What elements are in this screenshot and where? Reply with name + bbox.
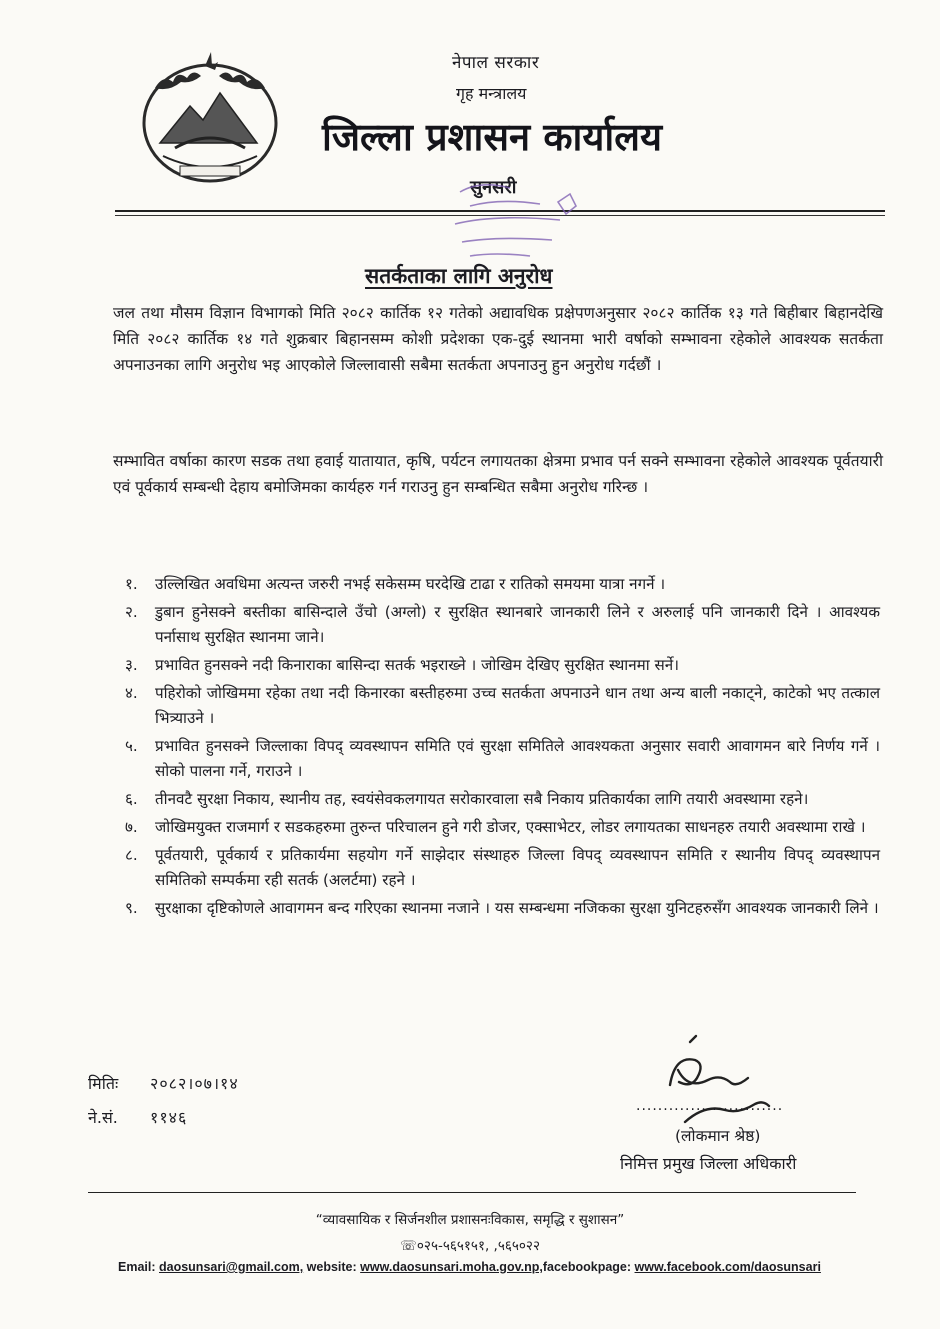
ministry-name: गृह मन्त्रालय <box>456 84 527 103</box>
item-number: २. <box>125 603 138 621</box>
letter-subject: सतर्कताका लागि अनुरोध <box>365 264 553 288</box>
item-text: सुरक्षाका दृष्टिकोणले आवागमन बन्द गरिएका स्थानमा नजाने । यस सम्बन्धमा नजिकका सुरक्षा युनिटहरुसँग आवश्यक जानकारी लिने । <box>155 899 879 917</box>
item-text: पूर्वतयारी, पूर्वकार्य र प्रतिकार्यमा सहयोग गर्ने साझेदार संस्थाहरु जिल्ला विपद् व्यवस्थापन समिति र स्थानीय विपद् व्यवस्थापन समितिको सम्पर्कमा रही सतर्क (अलर्टमा) रहने । <box>155 846 880 889</box>
reference-value: ११४६ <box>150 1108 188 1127</box>
government-name: नेपाल सरकार <box>452 53 540 73</box>
item-text: डुबान हुनेसक्ने बस्तीका बासिन्दाले उँचो (अग्लो) र सुरक्षित स्थानबारे जानकारी लिने र अरुलाई पनि जानकारी दिने । आवश्यक पर्नासाथ सुरक्षित स्थानमा जाने। <box>155 603 880 646</box>
intro-paragraph: जल तथा मौसम विज्ञान विभागको मिति २०८२ कार्तिक १२ गतेको अद्यावधिक प्रक्षेपणअनुसार २०८२ कार्तिक १३ गते बिहीबार बिहानदेखि मिति २०८२ कार्तिक १४ गते शुक्रबार बिहानसम्म कोशी प्रदेशका एक-दुई स्थानमा भारी वर्षाको सम्भावना रहेकोले आवश्यक सतर्कता अपनाउनका लागि अनुरोध भइ आएकोले जिल्लावासी सबैमा सतर्कता अपनाउनु हुन अनुरोध गर्दछौं । <box>113 304 883 374</box>
item-text: प्रभावित हुनसक्ने जिल्लाका विपद् व्यवस्थापन समिति एवं सुरक्षा समितिले आवश्यकता अनुसार सवारी आवागमन बारे निर्णय गर्ने । सोको पालना गर्ने, गराउने । <box>155 737 880 780</box>
request-paragraph: सम्भावित वर्षाका कारण सडक तथा हवाई यातायात, कृषि, पर्यटन लगायतका क्षेत्रमा प्रभाव पर्न सक्ने सम्भावना रहेकोले आवश्यक पूर्वतयारी एवं पूर्वकार्य सम्बन्धी देहाय बमोजिमका कार्यहरु गर्न गराउनु हुन सम्बन्धित सबैमा अनुरोध गरिन्छ । <box>113 452 883 496</box>
item-text: तीनवटै सुरक्षा निकाय, स्थानीय तह, स्वयंसेवकलगायत सरोकारवाला सबै निकाय प्रतिकार्यका लागि तयारी अवस्थामा रहने। <box>155 790 809 808</box>
footer-phone: ☏०२५-५६५१५१, ,५६५०२२ <box>400 1238 540 1254</box>
item-number: १. <box>125 575 138 593</box>
list-item <box>125 572 880 597</box>
facebook-link[interactable]: www.facebook.com/daosunsari <box>634 1260 821 1274</box>
footer-rule <box>88 1192 856 1193</box>
footer-contact <box>118 1260 821 1274</box>
instruction-list <box>125 572 880 924</box>
email-link[interactable]: daosunsari@gmail.com, <box>159 1260 304 1274</box>
list-item <box>125 653 880 678</box>
item-number: ३. <box>125 656 138 674</box>
signer-designation: निमित्त प्रमुख जिल्ला अधिकारी <box>620 1154 797 1173</box>
item-number: ७. <box>125 818 138 836</box>
item-number: ८. <box>125 846 138 864</box>
item-text: उल्लिखित अवधिमा अत्यन्त जरुरी नभई सकेसम्म घरदेखि टाढा र रातिको समयमा यात्रा नगर्ने । <box>155 575 666 593</box>
list-item <box>125 896 880 921</box>
district-name: सुनसरी <box>470 177 517 198</box>
facebook-label: facebookpage: <box>542 1260 632 1274</box>
item-text: पहिरोको जोखिममा रहेका तथा नदी किनारका बस्तीहरुमा उच्च सतर्कता अपनाउने धान तथा अन्य बाली नकाट्ने, काटेको भए तत्काल भित्र्याउने । <box>155 684 880 727</box>
item-number: ९. <box>125 899 138 917</box>
website-link[interactable]: www.daosunsari.moha.gov.np, <box>360 1260 543 1274</box>
item-text: जोखिमयुक्त राजमार्ग र सडकहरुमा तुरुन्त परिचालन हुने गरी डोजर, एक्साभेटर, लोडर लगायतका साधनहरु तयारी अवस्थामा राखे । <box>155 818 866 836</box>
list-item <box>125 600 880 650</box>
footer-motto: “व्यावसायिक र सिर्जनशील प्रशासनःविकास, समृद्धि र सुशासन” <box>315 1212 625 1228</box>
date-value: २०८२।०७।१४ <box>150 1074 239 1093</box>
nepal-emblem-icon <box>135 48 285 188</box>
list-item <box>125 787 880 812</box>
item-number: ४. <box>125 684 138 702</box>
signature-line: ........................... <box>636 1098 784 1114</box>
signature-icon <box>630 1030 820 1130</box>
email-label: Email: <box>118 1260 156 1274</box>
signer-name: (लोकमान श्रेष्ठ) <box>675 1127 761 1145</box>
list-item <box>125 843 880 893</box>
item-text: प्रभावित हुनसक्ने नदी किनाराका बासिन्दा सतर्क भइराख्ने । जोखिम देखिए सुरक्षित स्थानमा सर्ने। <box>155 656 679 674</box>
website-label: website: <box>306 1260 357 1274</box>
list-item <box>125 681 880 731</box>
date-label: मितिः <box>88 1074 119 1093</box>
item-number: ६. <box>125 790 138 808</box>
list-item <box>125 734 880 784</box>
list-item <box>125 815 880 840</box>
reference-label: ने.सं. <box>88 1108 118 1127</box>
office-title: जिल्ला प्रशासन कार्यालय <box>322 114 663 159</box>
item-number: ५. <box>125 737 138 755</box>
office-stamp-icon <box>440 172 590 267</box>
